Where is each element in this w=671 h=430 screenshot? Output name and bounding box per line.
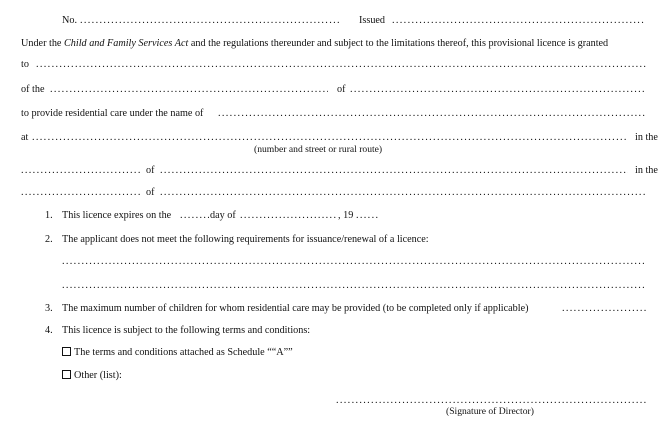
locality-in-the-label: in the	[635, 165, 658, 176]
expiry-year-field[interactable]	[356, 209, 378, 223]
item-2-requirements	[0, 233, 671, 247]
other-option[interactable]	[0, 369, 671, 383]
licensee-location-row	[0, 83, 671, 97]
licence-number-field[interactable]	[80, 14, 340, 28]
licensee-row	[0, 58, 671, 72]
locality-row-1	[0, 164, 671, 178]
licence-header-row	[0, 14, 671, 28]
no-label: No.	[62, 15, 77, 26]
item-4-text: This licence is subject to the following terms and conditions:	[62, 325, 311, 336]
item-1-text-c: , 19	[338, 210, 354, 221]
intro-text	[0, 37, 671, 51]
signature-caption-row	[0, 405, 671, 419]
address-caption: (number and street or rural route)	[254, 144, 383, 155]
municipality-name-field[interactable]	[350, 83, 646, 97]
to-label: to	[21, 59, 29, 70]
requirements-field-1[interactable]	[62, 255, 646, 269]
requirements-line-1	[0, 255, 671, 269]
item-1-expiry	[0, 209, 671, 223]
signature-caption: (Signature of Director)	[446, 406, 534, 417]
other-checkbox[interactable]	[62, 370, 71, 379]
locality-type-field-2[interactable]	[21, 186, 141, 200]
requirements-field-2[interactable]	[62, 279, 646, 293]
item-2-text: The applicant does not meet the following requirements for issuance/renewal of a licence:	[62, 234, 429, 245]
item-3-capacity	[0, 302, 671, 316]
issued-date-field[interactable]	[392, 14, 645, 28]
item-1-text-a: This licence expires on the	[62, 210, 172, 221]
locality-of-label-1: of	[146, 165, 155, 176]
schedule-a-label: The terms and conditions attached as Schedule ““A””	[74, 347, 293, 358]
address-caption-row	[0, 143, 671, 157]
item-1-text-b: day of	[210, 210, 236, 221]
act-name: Child and Family Services Act	[64, 38, 189, 49]
item-3-number: 3.	[45, 303, 53, 314]
locality-type-field-1[interactable]	[21, 164, 141, 178]
residential-care-label: to provide residential care under the name of	[21, 108, 204, 119]
expiry-day-field[interactable]	[180, 209, 209, 223]
schedule-a-option[interactable]	[0, 346, 671, 360]
intro-prefix: Under the	[21, 38, 62, 49]
other-label: Other (list):	[74, 370, 122, 381]
at-label: at	[21, 132, 29, 143]
intro-suffix: and the regulations thereunder and subject to the limitations thereof, this provisional licence is granted	[190, 38, 609, 49]
locality-name-field-2[interactable]	[160, 186, 646, 200]
issued-label: Issued	[359, 15, 386, 26]
item-3-text: The maximum number of children for whom residential care may be provided (to be completed only if applicable)	[62, 303, 529, 314]
item-2-number: 2.	[45, 234, 53, 245]
municipality-type-field[interactable]	[50, 83, 328, 97]
of-label: of	[337, 84, 346, 95]
schedule-a-checkbox[interactable]	[62, 347, 71, 356]
in-the-label: in the	[635, 132, 658, 143]
locality-of-label-2: of	[146, 187, 155, 198]
expiry-month-field[interactable]	[240, 209, 337, 223]
item-4-number: 4.	[45, 325, 53, 336]
locality-row-2	[0, 186, 671, 200]
locality-name-field-1[interactable]	[160, 164, 628, 178]
item-4-terms	[0, 324, 671, 338]
residence-name-field[interactable]	[218, 107, 646, 121]
max-children-field[interactable]	[562, 302, 646, 316]
residence-name-row	[0, 107, 671, 121]
licensee-name-field[interactable]	[36, 58, 646, 72]
item-1-number: 1.	[45, 210, 53, 221]
requirements-line-2	[0, 279, 671, 293]
of-the-label: of the	[21, 84, 45, 95]
